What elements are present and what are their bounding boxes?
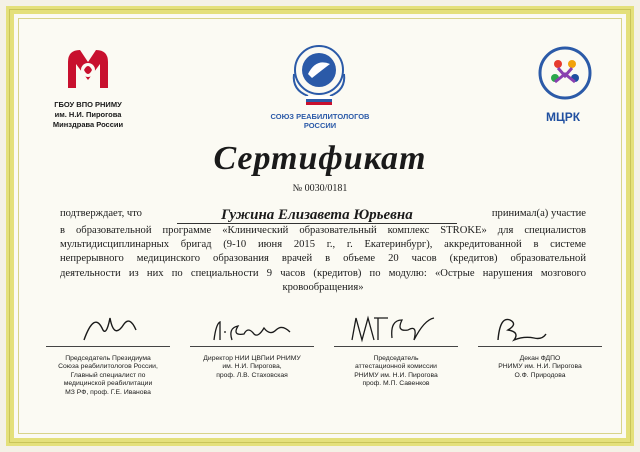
mcrk-name: МЦРК — [545, 110, 581, 124]
rehab-union-logo — [286, 40, 352, 106]
body-line: кровообращения» — [282, 281, 364, 293]
signatory-ivanova: Председатель Президиума Союза реабилитологов России, Главный специалист по медицинской реабилитации МЗ РФ, проф. Г.Е. Иванова — [58, 355, 158, 396]
recipient-name: Гужина Елизавета Юрьевна — [177, 207, 457, 224]
signatory-prirodova: Декан ФДПО РНИМУ им. Н.И. Пирогова О.Ф. Природова — [498, 355, 582, 379]
signature-line — [46, 346, 170, 347]
body-line: мультидисциплинарных бригад (9-10 июня 2015 г., г. Екатеринбург), аккредитованной в системе — [60, 239, 586, 251]
signature-line — [334, 346, 458, 347]
signatory-savenkov: Председатель аттестационной комиссии РНИМУ им. Н.И. Пирогова проф. М.П. Савенков — [354, 355, 438, 388]
recipient-line: подтверждает, что Гужина Елизавета Юрьевна принимал(а) участие — [60, 207, 586, 223]
body-line: деятельности из них по специальности 9 часов (кредитов) по модулю: «Острые нарушения мозгового — [60, 267, 586, 279]
rnimu-name: ГБОУ ВПО РНИМУ им. Н.И. Пирогова Минздрава России — [52, 100, 124, 129]
rnimu-logo — [62, 44, 114, 92]
certificate-title: Сертификат — [213, 140, 427, 177]
certificate-number: № 0030/0181 — [292, 183, 348, 194]
signatory-stakhovskaya: Директор НИИ ЦВПиИ РНИМУ им. Н.И. Пирогова, проф. Л.В. Стаховская — [203, 355, 301, 379]
signature-savenkov — [348, 310, 438, 346]
mcrk-logo — [538, 46, 592, 100]
signature-line — [190, 346, 314, 347]
signature-line — [478, 346, 602, 347]
body-line: непрерывного медицинского образования врачей в объеме 20 часов (кредитов) образовательной — [60, 253, 586, 265]
signature-ivanova — [80, 310, 140, 346]
signature-prirodova — [490, 310, 550, 346]
certificate-body — [60, 207, 586, 295]
rehab-union-name: СОЮЗ РЕАБИЛИТОЛОГОВ РОССИИ — [270, 112, 370, 130]
signature-stakhovskaya — [210, 310, 300, 346]
body-line: в образовательной программе «Клинический образовательный комплекс STROKE» для специалистов — [60, 225, 586, 236]
